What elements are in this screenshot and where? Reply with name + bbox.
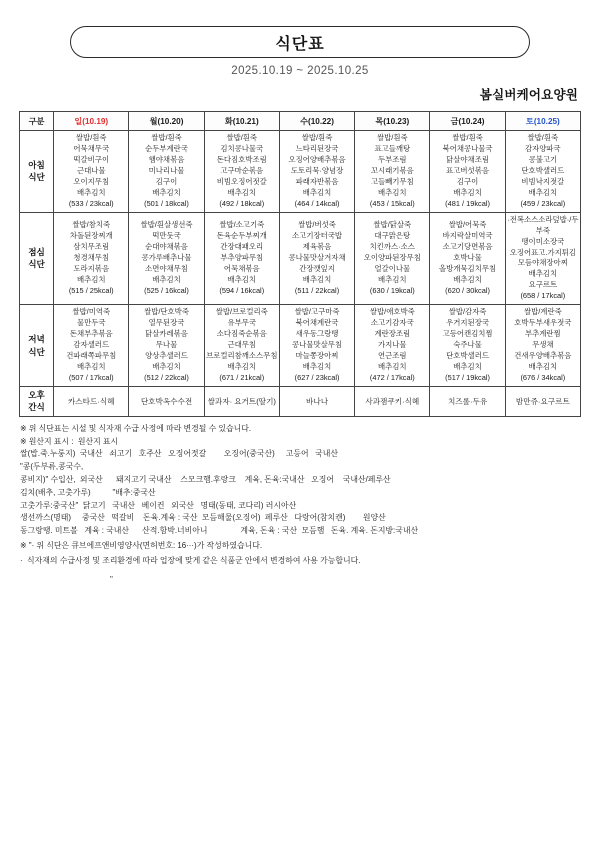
menu-cell-lunch-fri [430, 212, 505, 305]
menu-item: 소고기당면볶음 [442, 242, 493, 252]
menu-item: 연근조림 [378, 351, 407, 361]
column-header-sat: 토(10.25) [505, 112, 580, 131]
menu-item: 배추김치 [76, 274, 106, 284]
menu-item: 배추김치 [528, 269, 558, 279]
menu-item: 가지나물 [378, 340, 407, 350]
menu-cell-lunch-thu [355, 212, 430, 305]
menu-cell-lunch-sat [505, 212, 580, 305]
menu-item: 물만두국 [76, 318, 106, 328]
menu-item: 쌀밥/미역죽 [72, 307, 111, 317]
menu-row-lunch [20, 212, 581, 305]
menu-item: 쌀밥/브로컬리죽 [215, 307, 268, 317]
menu-item: 어묵채볶음 [223, 263, 260, 273]
menu-item: 오징어양배추볶음 [288, 154, 346, 164]
menu-item: 바나나 [306, 396, 329, 406]
menu-item: 비빔오징어젓갈 [216, 176, 267, 186]
menu-cell-breakfast-sun [54, 131, 129, 213]
menu-item: 호박나물 [453, 253, 482, 262]
menu-item: 쌀밥/버섯죽 [298, 220, 336, 230]
menu-item: 쌀밥/참치죽 [72, 220, 111, 230]
menu-calories: (453 / 15kcal) [369, 198, 415, 208]
menu-item: 간장깻잎지 [299, 263, 335, 273]
menu-cell-dinner-sun [54, 305, 129, 387]
menu-calories: (459 / 23kcal) [520, 198, 566, 208]
menu-calories: (507 / 17kcal) [68, 373, 114, 383]
menu-item: 삼치무조림 [73, 242, 110, 252]
menu-item: 돈채부추볶음 [69, 329, 113, 339]
menu-item: 쌀밥/흰죽 [376, 133, 408, 142]
menu-item: 쌀밥/흰죽 [151, 133, 182, 142]
menu-table-header [20, 112, 581, 131]
menu-item: 표고버섯볶음 [446, 165, 489, 175]
menu-item: 소면야채무침 [145, 263, 188, 273]
menu-item: 땡이미소장국 [521, 236, 565, 246]
menu-item: 배추김치 [152, 187, 181, 197]
menu-item: 카스타드·식혜 [67, 396, 115, 406]
menu-calories: (620 / 30kcal) [445, 285, 490, 295]
origin-line: 생선까스(명태) 중국산 떡갈비 돈육.계육 : 국산 모듬해물(오징어) 페루산 다랑어(참치캔) 원양산 [20, 513, 386, 523]
menu-item: 소고기장터국밥 [292, 231, 343, 241]
menu-calories: (671 / 21kcal) [219, 373, 265, 383]
column-header-wed: 수(10.22) [279, 112, 354, 131]
menu-item: 쌀밥/흰죽 [527, 133, 559, 142]
origin-line: 고춧가루:중국산" 닭고기 국내산 베이컨 외국산 명태(동태, 코다리) 러시아산 [20, 500, 297, 510]
note-origin-heading: ※ 원산지 표시 : 원산지 표시 [20, 436, 119, 446]
menu-table-body [20, 131, 581, 417]
menu-item: 고구마순볶음 [220, 165, 264, 175]
menu-item: 감자샐러드 [73, 340, 110, 350]
column-header-tue: 화(10.21) [204, 112, 279, 131]
menu-item: 김구이 [456, 176, 479, 186]
menu-item: 쌀과자· 요거트(딸기) [207, 396, 276, 406]
menu-item: 비빔낙지젓갈 [521, 176, 565, 186]
menu-item: 청경채무침 [73, 253, 110, 262]
menu-cell-dinner-tue [204, 305, 279, 387]
menu-cell-lunch-tue [204, 212, 279, 305]
menu-item: 순대야채볶음 [145, 242, 188, 252]
column-header-fri: 금(10.24) [430, 112, 505, 131]
menu-item: 근대나물 [76, 165, 106, 175]
menu-cell-dinner-wed [279, 305, 354, 387]
menu-item: 단호박샐러드 [521, 165, 565, 175]
menu-item: 떡갈비구이 [73, 154, 110, 164]
menu-calories: (481 / 19kcal) [445, 198, 490, 208]
origin-line: "콩(두부류,콩국수, [20, 462, 84, 472]
menu-item: 배추김치 [227, 274, 257, 284]
origin-line: 김치(배추, 고춧가루) "배추:중국산 [20, 487, 156, 497]
menu-item: 배추김치 [76, 187, 106, 197]
menu-item: 쌀밥/흰죽 [75, 133, 107, 142]
menu-item: 배추김치 [76, 362, 106, 372]
menu-item: 부추양파무침 [220, 253, 264, 262]
menu-calories: (512 / 22kcal) [144, 373, 189, 383]
menu-cell-dinner-mon [129, 305, 204, 387]
menu-item: 호박두부새우젓국 [514, 318, 572, 328]
menu-item: 배추김치 [453, 187, 482, 197]
column-header-thu: 목(10.23) [355, 112, 430, 131]
menu-item: 제육볶음 [302, 242, 332, 252]
menu-item: 배추김치 [453, 274, 482, 284]
origin-list [20, 448, 580, 538]
menu-item: 소다짐죽순볶음 [216, 329, 267, 339]
page-title: 식단표 [275, 35, 325, 53]
menu-item: 바지락살미역국 [442, 231, 493, 241]
menu-item: 단호박옥수수전 [140, 396, 193, 406]
menu-item: 배추김치 [227, 362, 257, 372]
menu-item: 치킨까스·소스 [369, 242, 415, 252]
row-label-snack: 오후 간식 [20, 386, 54, 416]
menu-cell-lunch-mon [129, 212, 204, 305]
row-label-lunch: 점심 식단 [20, 212, 54, 305]
menu-item: 쌀밥/흰죽 [452, 133, 483, 142]
menu-item: 배추김치 [227, 187, 257, 197]
menu-item: 두부조림 [378, 154, 407, 164]
corner-label: 구분 [20, 112, 54, 131]
menu-item: 요구르트 [528, 280, 558, 290]
note-dietitian: ※ "· 위 식단은 큐브에프앤비영양사(면허번호: 16···)가 작성하였습니다. [20, 541, 263, 551]
menu-item: 북어채콩나물국 [442, 143, 493, 153]
menu-item: 쌀밥/감자죽 [448, 307, 487, 317]
menu-item: 오징어표고.가지튀김 [509, 247, 576, 257]
menu-cell-breakfast-mon [129, 131, 204, 213]
row-label-breakfast: 아침 식단 [20, 131, 54, 213]
menu-item: ·전복소스소라덮밥·/두부죽 [507, 214, 579, 235]
date-range: 2025.10.19 ~ 2025.10.25 [231, 65, 369, 77]
menu-item: 배추김치 [152, 274, 181, 284]
menu-item: 햄야채볶음 [148, 154, 185, 164]
menu-calories: (627 / 23kcal) [294, 373, 340, 383]
menu-calories: (525 / 16kcal) [144, 285, 189, 295]
trailing-quote-mark: " [110, 574, 113, 584]
menu-item: 올방개묵김치무침 [439, 263, 497, 273]
menu-cell-snack-tue [204, 386, 279, 416]
menu-item: 고등어캔김치찜 [442, 329, 493, 339]
menu-calories: (464 / 14kcal) [294, 198, 340, 208]
menu-item: 콩나물맛살겨자채 [288, 253, 346, 262]
menu-item: 콩가루배추나물 [141, 253, 192, 262]
menu-cell-breakfast-thu [355, 131, 430, 213]
menu-item: 파래자반볶음 [295, 176, 339, 186]
menu-item: 도토리묵·양념장 [290, 165, 344, 175]
menu-item: 건새우양배추볶음 [514, 351, 572, 361]
menu-cell-breakfast-tue [204, 131, 279, 213]
origin-line: 쌀(밥.죽.누룽지) 국내산 쇠고기 호주산 오징어젓갈 오징어(중국산) 고등어 국내산 [20, 449, 339, 459]
menu-cell-breakfast-wed [279, 131, 354, 213]
menu-item: 김치콩나물국 [220, 143, 264, 153]
menu-item: 차돌된장찌개 [69, 231, 113, 241]
menu-item: 얼갈이나물 [374, 263, 411, 273]
menu-item: 배추김치 [378, 274, 407, 284]
menu-item: 미나리나물 [148, 165, 185, 175]
menu-item: 콩불고기 [528, 154, 558, 164]
menu-item: 쌀밥/단호박죽 [144, 307, 189, 317]
menu-item: 단호박샐러드 [446, 351, 489, 361]
menu-item: 느타리된장국 [295, 143, 339, 153]
menu-item: 양상추샐러드 [145, 351, 188, 361]
menu-item: 마늘쫑장아찌 [295, 351, 339, 361]
menu-item: 쌀밥/고구마죽 [294, 307, 340, 317]
menu-item: 계란장조림 [374, 329, 411, 339]
menu-item: 배추김치 [302, 274, 332, 284]
menu-calories: (492 / 18kcal) [219, 198, 265, 208]
origin-line: 동그랑땡. 미트볼 계육 : 국내산 산적.함박.너비아니 계육, 돈육 : 국산 모듬햄 돈육. 계육. 돈지방:국내산 [20, 526, 419, 536]
note-change-policy: ※ 위 식단표는 시설 및 식자재 수급 사정에 따라 변경될 수 있습니다. [20, 423, 252, 433]
menu-cell-snack-thu [355, 386, 430, 416]
menu-item: 북어채계란국 [295, 318, 339, 328]
menu-item: 배추김치 [378, 362, 407, 372]
menu-item: 쌀밥/계란죽 [523, 307, 562, 317]
menu-item: 쌀밥/소고기죽 [219, 220, 265, 230]
menu-item: 김구이 [155, 176, 178, 186]
menu-row-dinner [20, 305, 581, 387]
menu-item: 닭살카레볶음 [145, 329, 188, 339]
header-row [20, 112, 581, 131]
menu-item: 무생채 [532, 340, 554, 350]
menu-item: 어묵채무국 [73, 143, 110, 153]
menu-cell-snack-sat [505, 386, 580, 416]
menu-item: 쌀밥/어묵죽 [448, 220, 487, 230]
menu-item: 고들빼기무침 [370, 176, 414, 186]
menu-item: 배추김치 [302, 362, 332, 372]
menu-item: 돈다짐호박조림 [216, 154, 267, 164]
menu-calories: (517 / 19kcal) [445, 373, 490, 383]
menu-calories: (511 / 22kcal) [294, 285, 340, 295]
menu-item: 간장대패오리 [220, 242, 264, 252]
menu-cell-breakfast-sat [505, 131, 580, 213]
facility-name: 봄실버케어요양원 [479, 88, 578, 102]
menu-item: 브로컬리참깨소스무침 [206, 351, 278, 361]
menu-item: 배추김치 [528, 362, 558, 372]
menu-item: 쌀밥/흰죽 [226, 133, 258, 142]
menu-item: 감자양파국 [525, 143, 561, 153]
menu-calories: (501 / 18kcal) [144, 198, 189, 208]
column-header-sun: 일(10.19) [54, 112, 129, 131]
menu-item: 오이양파된장무침 [363, 253, 421, 262]
menu-item: 떡만둣국 [152, 231, 181, 241]
menu-calories: (658 / 17kcal) [520, 291, 566, 301]
menu-item: 사과잼쿠키·식혜 [365, 396, 420, 406]
menu-item: 무나물 [155, 340, 178, 350]
menu-item: 숙주나물 [453, 340, 482, 350]
menu-calories: (472 / 17kcal) [369, 373, 415, 383]
menu-item: 근대무침 [227, 340, 257, 350]
column-header-mon: 월(10.20) [129, 112, 204, 131]
menu-cell-dinner-fri [430, 305, 505, 387]
page-title-capsule [70, 26, 530, 58]
menu-item: 유부무국 [227, 318, 257, 328]
menu-item: 쌀밥/흰살생선죽 [140, 220, 193, 230]
menu-item: 순두부계란국 [145, 143, 188, 153]
menu-item: 대구맑은탕 [374, 231, 411, 241]
menu-item: 배추김치 [453, 362, 482, 372]
menu-item: 배추김치 [528, 187, 558, 197]
menu-item: 도라지볶음 [73, 263, 110, 273]
menu-cell-snack-fri [430, 386, 505, 416]
menu-item: 쌀밥/애호박죽 [369, 307, 415, 317]
menu-item: 치즈롤·두유 [447, 396, 488, 406]
menu-item: 꼬시래기볶음 [370, 165, 414, 175]
menu-item: 밤만쥬·요구르트 [515, 396, 570, 406]
menu-item: 표고들깨탕 [374, 143, 411, 153]
menu-item: 오이지무침 [73, 176, 110, 186]
menu-item: 배추김치 [378, 187, 407, 197]
menu-cell-lunch-sun [54, 212, 129, 305]
menu-cell-breakfast-fri [430, 131, 505, 213]
origin-line: 콩비지)" 수입산, 외국산 돼지고기 국내산 스모크햄.후랑크 계육, 돈육:국내산 오징어 국내산/페루산 [20, 475, 391, 485]
menu-table [19, 111, 581, 417]
menu-row-snack [20, 386, 581, 416]
menu-calories: (515 / 25kcal) [68, 285, 114, 295]
menu-cell-snack-mon [129, 386, 204, 416]
notes-section [20, 423, 580, 587]
menu-item: 소고기감자국 [370, 318, 414, 328]
menu-item: 쌀밥/닭살죽 [373, 220, 412, 230]
menu-cell-lunch-wed [279, 212, 354, 305]
menu-item: 모듬야채장아찌 [517, 258, 568, 268]
menu-item: 부추계란찜 [525, 329, 561, 339]
menu-item: 닭살야채조림 [446, 154, 489, 164]
menu-row-breakfast [20, 131, 581, 213]
menu-item: 건파래쪽파무침 [66, 351, 117, 361]
menu-cell-dinner-thu [355, 305, 430, 387]
menu-item: 새우동그랑땡 [295, 329, 339, 339]
menu-item: 쌀밥/흰죽 [301, 133, 333, 142]
menu-calories: (533 / 23kcal) [68, 198, 114, 208]
menu-item: 배추김치 [302, 187, 332, 197]
menu-cell-dinner-sat [505, 305, 580, 387]
menu-cell-snack-sun [54, 386, 129, 416]
menu-cell-snack-wed [279, 386, 354, 416]
menu-calories: (594 / 16kcal) [219, 285, 265, 295]
menu-item: 열무된장국 [148, 318, 185, 328]
menu-item: 배추김치 [152, 362, 181, 372]
menu-calories: (676 / 34kcal) [520, 373, 566, 383]
menu-calories: (630 / 19kcal) [369, 285, 415, 295]
row-label-dinner: 저녁 식단 [20, 305, 54, 387]
menu-item: 우거지된장국 [446, 318, 489, 328]
menu-item: 콩나물맛살무침 [292, 340, 343, 350]
menu-item: 돈육순두부찌개 [216, 231, 267, 241]
note-substitution: · 식자재의 수급사정 및 조리환경에 따라 업장에 맞게 같은 식품군 안에서 변경하여 사용 가능합니다. [20, 555, 361, 565]
